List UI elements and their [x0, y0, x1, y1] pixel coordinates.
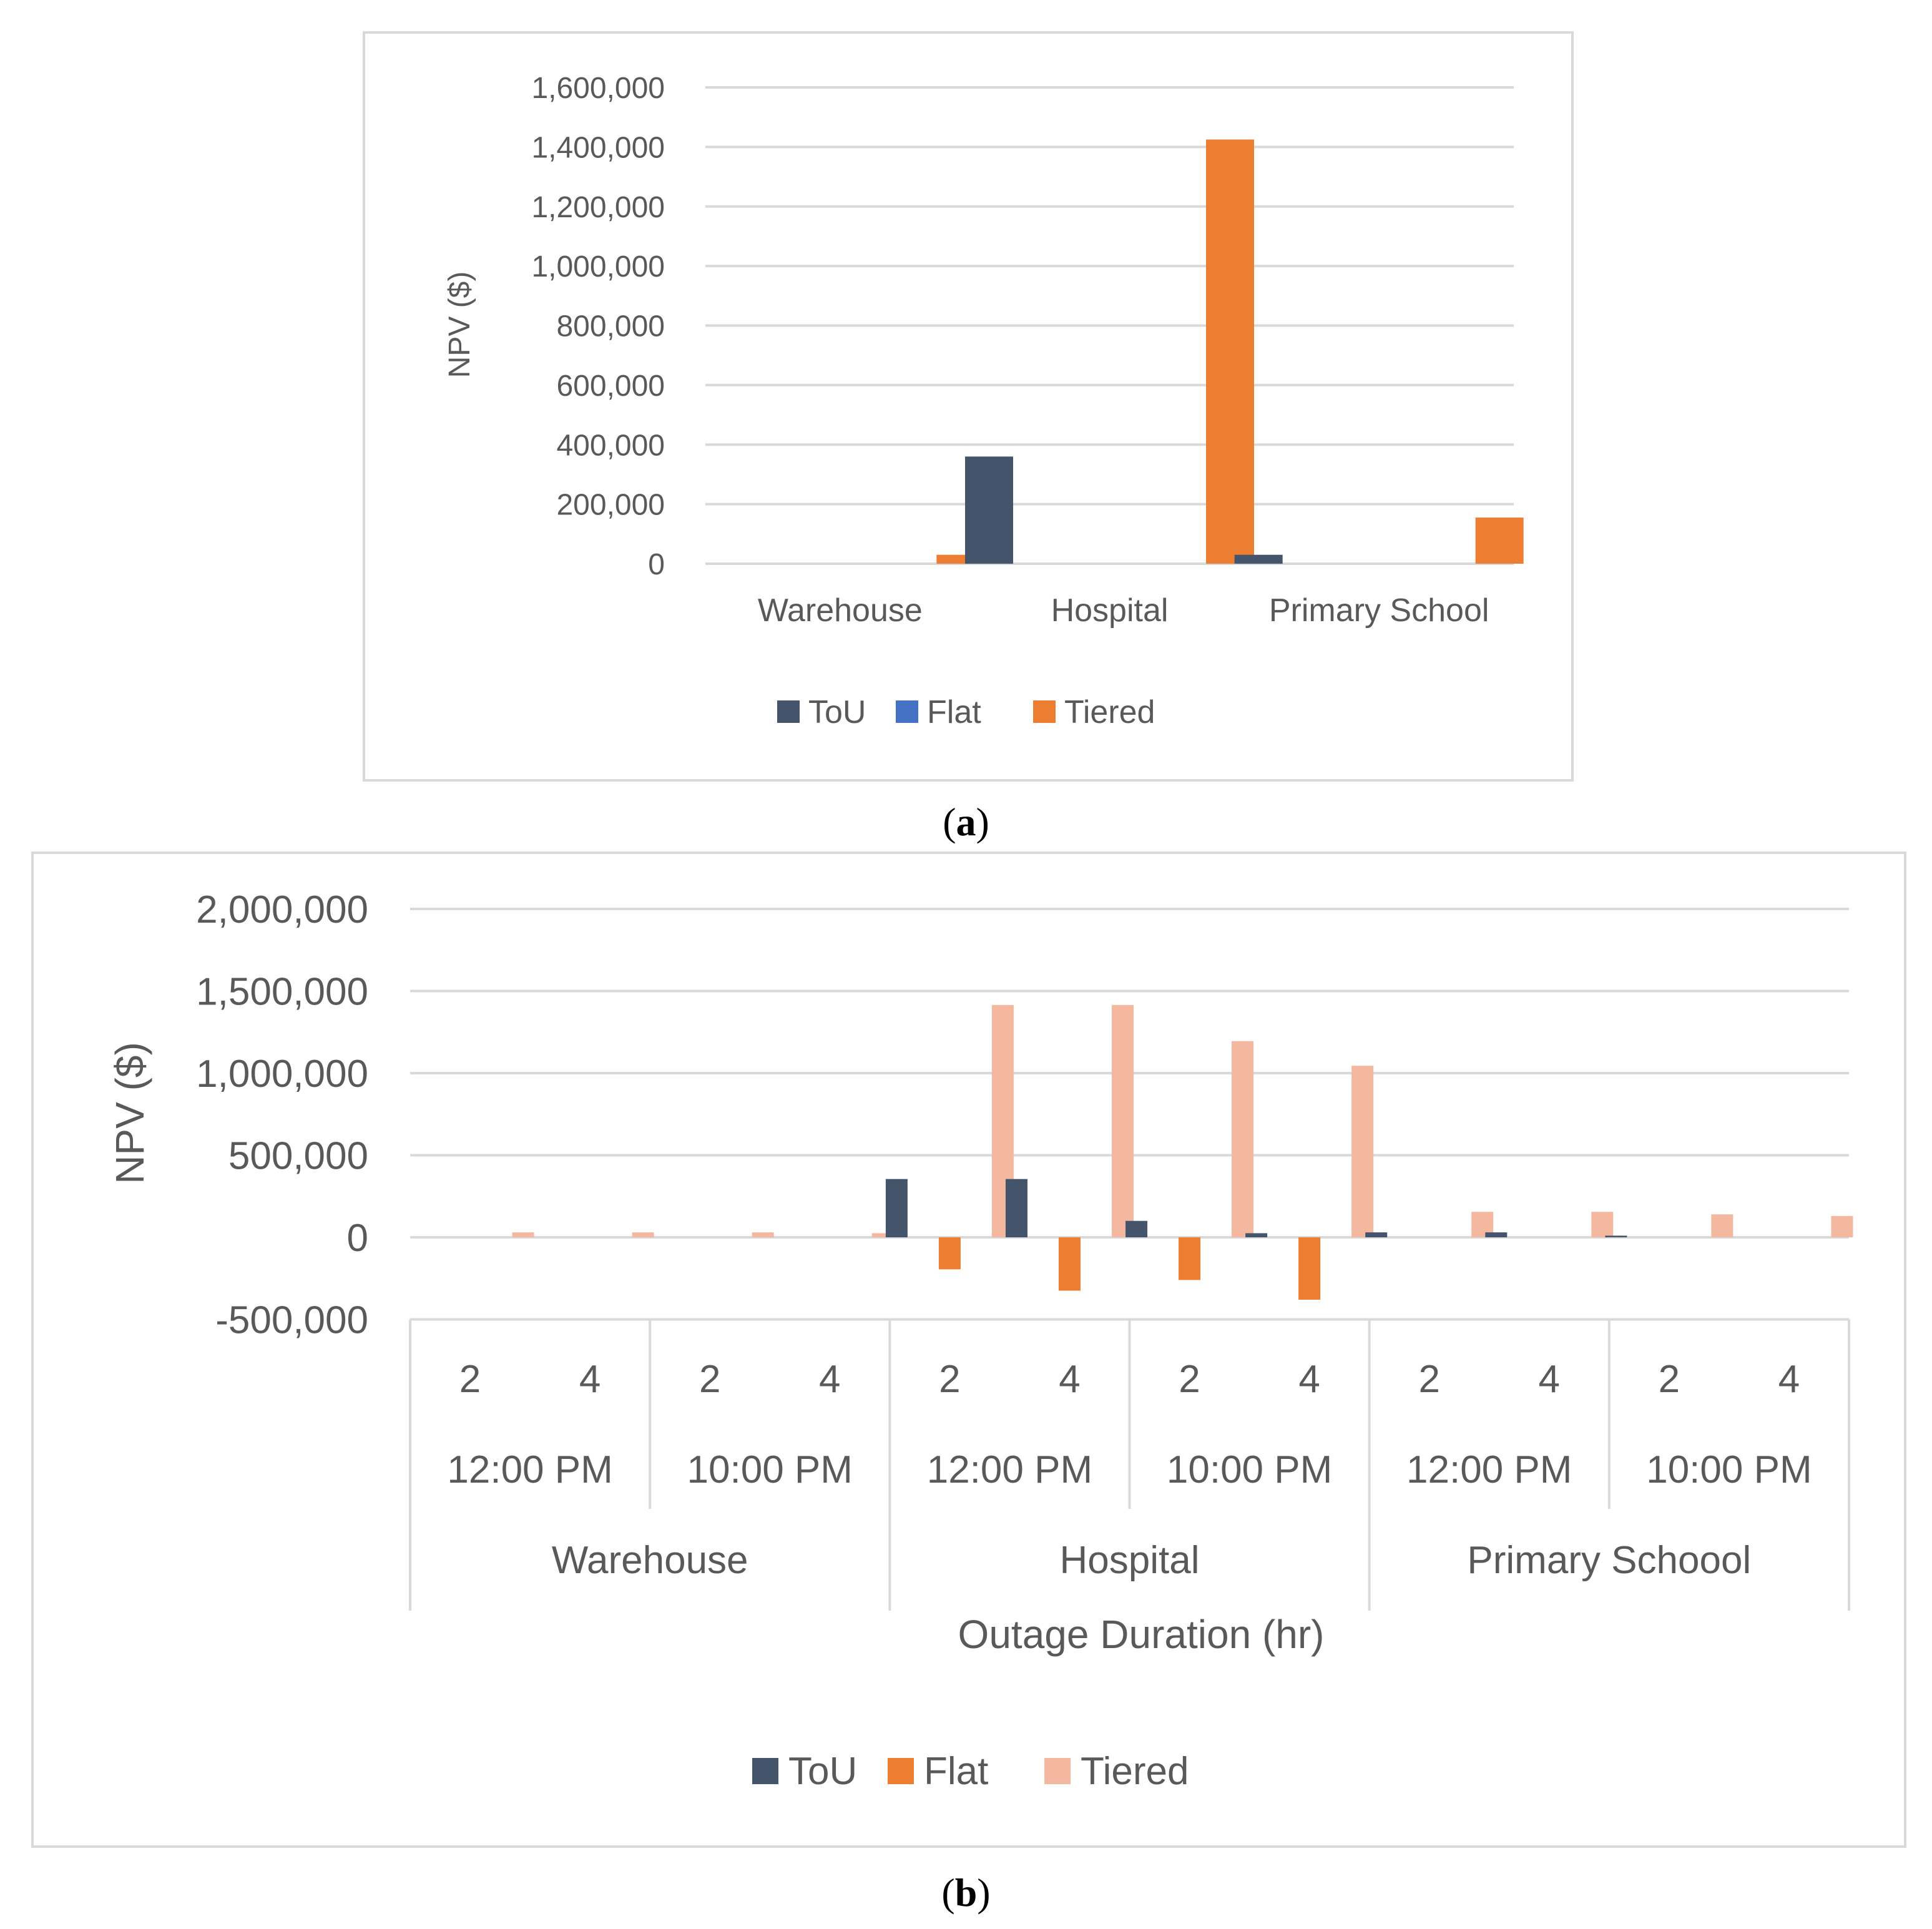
legend-label-tou: ToU	[808, 694, 866, 730]
bar-tiered	[1232, 1041, 1253, 1237]
x-category-label: Primary School	[1268, 592, 1489, 629]
bar-tiered	[1476, 518, 1524, 564]
time-label: 12:00 PM	[1406, 1448, 1572, 1491]
time-label: 10:00 PM	[687, 1448, 853, 1491]
time-label: 10:00 PM	[1166, 1448, 1333, 1491]
panel-label-a: (a)	[943, 800, 989, 844]
chart-b-x-axis-label: Outage Duration (hr)	[958, 1612, 1325, 1657]
duration-label: 2	[939, 1358, 961, 1401]
bar-tiered	[1351, 1066, 1373, 1237]
facility-label: Warehouse	[551, 1539, 748, 1582]
duration-label: 4	[819, 1358, 841, 1401]
bar-tou	[1125, 1221, 1147, 1237]
bar-flat	[1179, 1237, 1200, 1280]
x-category-label: Warehouse	[757, 592, 923, 629]
y-tick-label: 1,500,000	[196, 970, 368, 1014]
chart-b-legend	[752, 1750, 1189, 1793]
legend-label-tou: ToU	[788, 1750, 858, 1793]
bar-tou	[886, 1179, 908, 1237]
bar-tiered	[1112, 1005, 1134, 1237]
bar-tou	[1485, 1232, 1507, 1237]
legend-swatch-flat	[896, 700, 918, 723]
duration-label: 2	[1418, 1358, 1440, 1401]
facility-label: Primary Schoool	[1467, 1539, 1752, 1582]
y-tick-label: 1,200,000	[531, 190, 665, 224]
y-tick-label: 1,600,000	[531, 72, 665, 105]
chart-b	[0, 843, 1932, 1867]
y-tick-label: 0	[648, 548, 665, 581]
legend-label-flat: Flat	[927, 694, 981, 730]
y-tick-label: 1,000,000	[196, 1053, 368, 1096]
y-tick-label: 400,000	[556, 429, 665, 463]
legend-swatch-tou	[777, 700, 800, 723]
bar-tou	[1006, 1179, 1027, 1237]
bar-tiered	[632, 1232, 654, 1237]
duration-label: 2	[699, 1358, 721, 1401]
time-label: 12:00 PM	[447, 1448, 613, 1491]
bar-flat	[1059, 1237, 1081, 1290]
y-tick-label: 200,000	[556, 488, 665, 522]
chart-a	[0, 0, 1932, 812]
time-label: 12:00 PM	[926, 1448, 1093, 1491]
chart-a-x-categories	[758, 592, 1489, 629]
bar-tiered	[1591, 1212, 1613, 1237]
bar-tou	[1235, 555, 1283, 564]
legend-swatch-tiered	[1033, 700, 1056, 723]
duration-label: 4	[1059, 1358, 1081, 1401]
chart-a-legend	[777, 694, 1155, 730]
legend-swatch-flat	[888, 1758, 914, 1784]
y-tick-label: 500,000	[228, 1134, 368, 1178]
legend-swatch-tou	[752, 1758, 778, 1784]
bar-tiered	[752, 1232, 774, 1237]
duration-label: 4	[1538, 1358, 1561, 1401]
legend-label-flat: Flat	[924, 1750, 989, 1793]
y-tick-label: 800,000	[556, 310, 665, 343]
legend-label-tiered: Tiered	[1064, 694, 1155, 730]
duration-label: 4	[579, 1358, 601, 1401]
duration-label: 4	[1778, 1358, 1800, 1401]
x-category-label: Hospital	[1051, 592, 1169, 629]
duration-label: 2	[459, 1358, 481, 1401]
legend-label-tiered: Tiered	[1081, 1750, 1189, 1793]
legend-swatch-tiered	[1044, 1758, 1071, 1784]
duration-label: 2	[1658, 1358, 1680, 1401]
bar-tiered	[1831, 1216, 1853, 1237]
y-tick-label: 1,000,000	[531, 250, 665, 284]
time-label: 10:00 PM	[1646, 1448, 1812, 1491]
y-tick-label: -500,000	[215, 1298, 368, 1342]
duration-label: 2	[1179, 1358, 1200, 1401]
bar-tou	[1605, 1235, 1627, 1237]
bar-flat	[1298, 1237, 1320, 1300]
bar-tou	[1245, 1233, 1267, 1237]
bar-tiered	[1206, 139, 1254, 564]
chart-b-y-axis-label: NPV ($)	[107, 1042, 152, 1184]
chart-a-y-axis-label: NPV ($)	[443, 271, 476, 378]
y-tick-label: 600,000	[556, 369, 665, 403]
bar-tiered	[1711, 1214, 1733, 1237]
y-tick-label: 2,000,000	[196, 888, 368, 931]
y-tick-label: 1,400,000	[531, 131, 665, 165]
duration-label: 4	[1298, 1358, 1320, 1401]
bar-tou	[1365, 1232, 1387, 1237]
bar-tiered	[512, 1232, 534, 1237]
bar-tou	[965, 456, 1013, 564]
facility-label: Hospital	[1059, 1539, 1200, 1582]
panel-label-b: (b)	[941, 1870, 991, 1915]
y-tick-label: 0	[346, 1217, 368, 1260]
bar-flat	[939, 1237, 961, 1269]
